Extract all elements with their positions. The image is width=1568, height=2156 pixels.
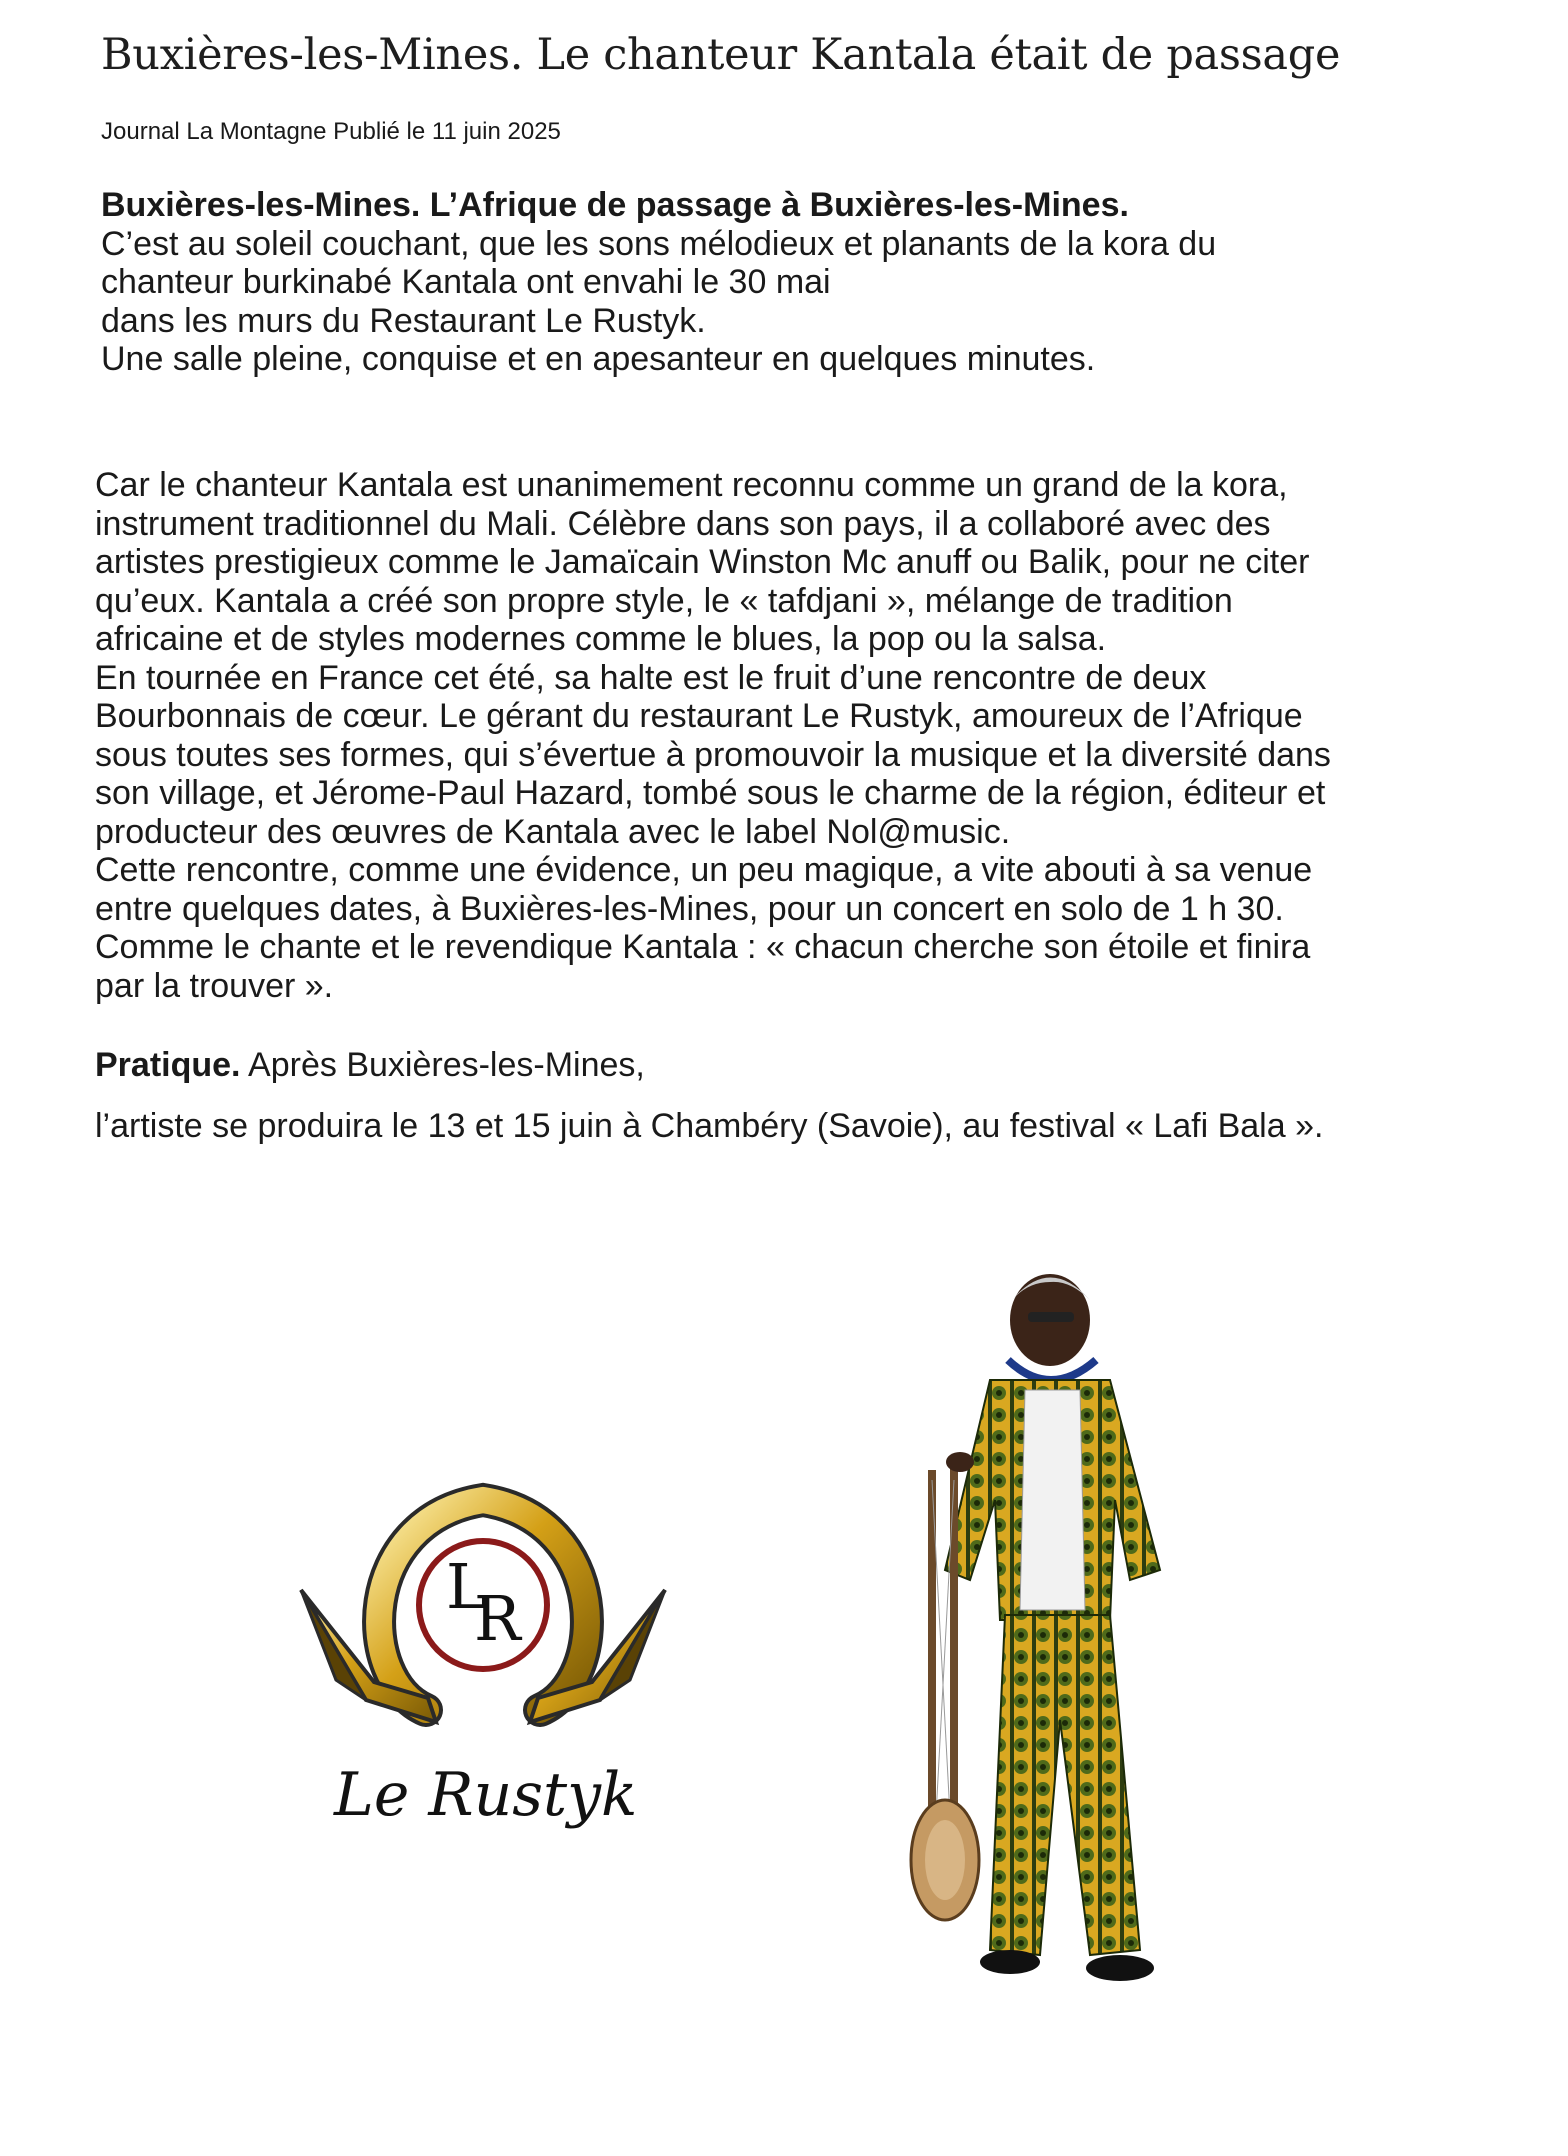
pratique-line: l’artiste se produira le 13 et 15 juin à Chambéry (Savoie), au festival « Lafi Bala ». <box>95 1107 1324 1145</box>
body-line: Car le chanteur Kantala est unanimement reconnu comme un grand de la kora, <box>95 466 1288 504</box>
body-line: Cette rencontre, comme une évidence, un peu magique, a vite abouti à sa venue <box>95 851 1313 889</box>
article-body <box>95 466 1331 1005</box>
body-line: Comme le chante et le revendique Kantala : « chacun cherche son étoile et finira <box>95 928 1311 966</box>
body-line: qu’eux. Kantala a créé son propre style, le « tafdjani », mélange de tradition <box>95 581 1233 620</box>
body-line: instrument traditionnel du Mali. Célèbre dans son pays, il a collaboré avec des <box>95 504 1271 543</box>
singer-with-kora-photo <box>900 1250 1260 2010</box>
body-line: son village, et Jérome-Paul Hazard, tombé sous le charme de la région, éditeur et <box>95 774 1326 812</box>
body-line: artistes prestigieux comme le Jamaïcain Winston Mc anuff ou Balik, pour ne citer <box>95 543 1310 581</box>
pratique-paragraph <box>95 1046 645 1085</box>
body-line: sous toutes ses formes, qui s’évertue à promouvoir la musique et la diversité dans <box>95 735 1331 774</box>
lead-line: C’est au soleil couchant, que les sons mélodieux et planants de la kora du <box>101 224 1217 263</box>
body-line: producteur des œuvres de Kantala avec le label Nol@music. <box>95 812 1011 851</box>
lead-title: Buxières-les-Mines. L’Afrique de passage à Buxières-les-Mines. <box>101 186 1129 224</box>
body-line: africaine et de styles modernes comme le blues, la pop ou la salsa. <box>95 620 1107 658</box>
body-line: entre quelques dates, à Buxières-les-Mines, pour un concert en solo de 1 h 30. <box>95 889 1284 928</box>
article-lead <box>101 186 1216 379</box>
logo-monogram-l: L <box>446 1550 488 1623</box>
lead-line: dans les murs du Restaurant Le Rustyk. <box>101 301 706 340</box>
lead-line: chanteur burkinabé Kantala ont envahi le 30 mai <box>101 263 831 301</box>
logo-name: Le Rustyk <box>334 1760 638 1830</box>
body-line: par la trouver ». <box>95 966 334 1005</box>
pratique-label: Pratique. <box>95 1046 241 1084</box>
body-line: Bourbonnais de cœur. Le gérant du restaurant Le Rustyk, amoureux de l’Afrique <box>95 697 1303 735</box>
article-headline: Buxières-les-Mines. Le chanteur Kantala était de passage <box>101 30 1341 80</box>
article-byline: Journal La Montagne Publié le 11 juin 2025 <box>101 118 561 145</box>
logo-monogram-r: R <box>474 1582 521 1655</box>
pratique-text: Après Buxières-les-Mines, <box>240 1046 645 1084</box>
lead-line: Une salle pleine, conquise et en apesanteur en quelques minutes. <box>101 340 1096 378</box>
body-line: En tournée en France cet été, sa halte est le fruit d’une rencontre de deux <box>95 658 1207 697</box>
